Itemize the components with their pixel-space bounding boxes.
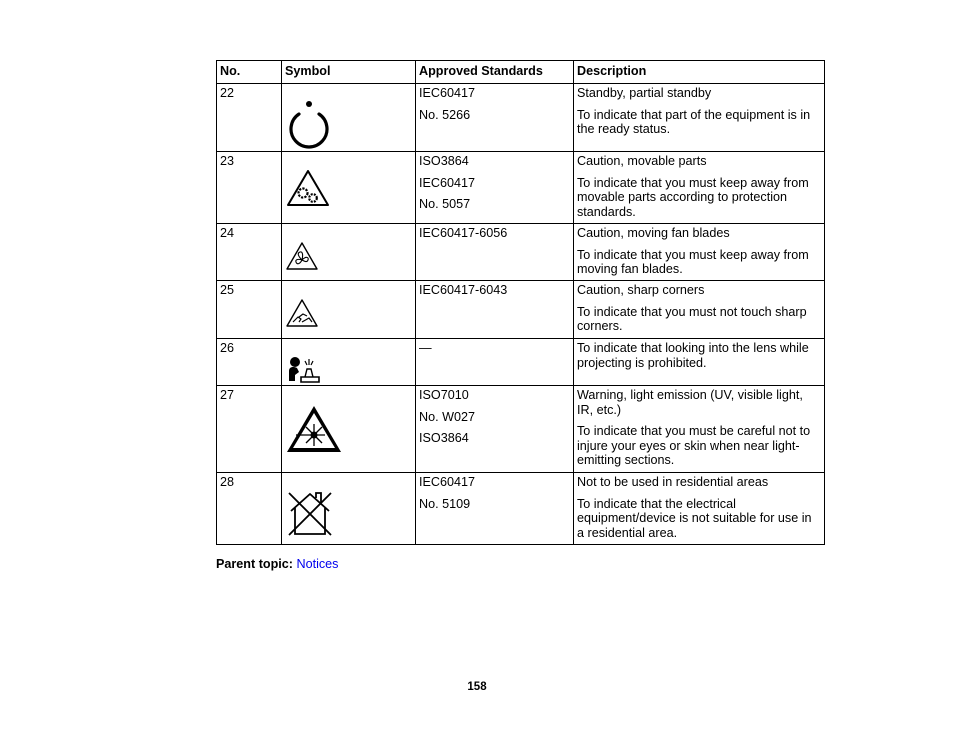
description-cell: [574, 386, 825, 473]
row-number: 26: [217, 339, 282, 386]
table-row: [217, 473, 825, 545]
standards-cell: [416, 386, 574, 473]
symbols-table: [216, 60, 825, 545]
caution-fan-blades-icon: [285, 241, 319, 271]
standard-code: No. 5057: [419, 197, 471, 211]
standard-code: IEC60417-6056: [419, 226, 508, 240]
description-text: To indicate that looking into the lens while projecting is prohibited.: [577, 341, 809, 370]
description-title: Caution, moving fan blades: [577, 226, 730, 240]
standard-code: IEC60417: [419, 175, 476, 190]
standard-code: ISO3864: [419, 154, 469, 168]
standard-code: —: [419, 341, 432, 355]
description-text: To indicate that you must be careful not to injure your eyes or skin when near light-emitting sections.: [577, 424, 811, 467]
header-no: No.: [217, 61, 282, 84]
description-cell: [574, 281, 825, 339]
row-number: 23: [217, 152, 282, 224]
standards-cell: [416, 152, 574, 224]
standard-code: IEC60417: [419, 86, 476, 100]
symbol-cell: [282, 152, 416, 224]
standards-cell: [416, 339, 574, 386]
standards-cell: [416, 84, 574, 152]
description-text: To indicate that you must not touch sharp corners.: [577, 304, 807, 333]
row-number: 22: [217, 84, 282, 152]
description-title: Not to be used in residential areas: [577, 475, 769, 489]
laser-light-warning-icon: [285, 404, 343, 454]
description-text: To indicate that part of the equipment is in the ready status.: [577, 107, 811, 136]
description-text: To indicate that you must keep away from movable parts according to protection standards.: [577, 175, 809, 219]
row-number: 28: [217, 473, 282, 545]
row-number: 27: [217, 386, 282, 473]
standards-cell: [416, 473, 574, 545]
header-approved-standards: Approved Standards: [416, 61, 574, 84]
symbol-cell: [282, 473, 416, 545]
table-row: [217, 386, 825, 473]
standards-cell: [416, 224, 574, 281]
table-header-row: [217, 61, 825, 84]
symbol-cell: [282, 386, 416, 473]
description-text: To indicate that you must keep away from moving fan blades.: [577, 247, 809, 276]
symbol-cell: [282, 339, 416, 386]
header-description: Description: [574, 61, 825, 84]
standard-code: No. W027: [419, 409, 475, 424]
description-cell: [574, 224, 825, 281]
caution-movable-parts-icon: [285, 168, 331, 208]
symbol-cell: [282, 281, 416, 339]
do-not-look-into-lens-icon: [285, 355, 321, 383]
standard-code: No. 5109: [419, 496, 471, 511]
parent-topic-label: Parent topic:: [216, 557, 293, 571]
not-for-residential-use-icon: [285, 489, 335, 537]
description-cell: [574, 152, 825, 224]
standard-code: IEC60417-6043: [419, 283, 508, 297]
table-row: [217, 152, 825, 224]
standby-power-icon: [285, 100, 333, 150]
description-cell: [574, 84, 825, 152]
row-number: 24: [217, 224, 282, 281]
table-row: [217, 339, 825, 386]
standard-code: ISO7010: [419, 388, 469, 402]
standard-code: ISO3864: [419, 431, 469, 445]
table-row: [217, 224, 825, 281]
symbol-cell: [282, 224, 416, 281]
standard-code: No. 5266: [419, 107, 471, 122]
header-symbol: Symbol: [282, 61, 416, 84]
description-text: To indicate that the electrical equipment/device is not suitable for use in a residential area.: [577, 496, 812, 540]
description-cell: [574, 473, 825, 545]
description-title: Caution, sharp corners: [577, 283, 705, 297]
standard-code: IEC60417: [419, 475, 476, 489]
standards-cell: [416, 281, 574, 339]
table-row: [217, 281, 825, 339]
description-title: Standby, partial standby: [577, 86, 712, 100]
row-number: 25: [217, 281, 282, 339]
parent-topic-link[interactable]: Notices: [296, 557, 339, 571]
description-cell: [574, 339, 825, 386]
symbol-cell: [282, 84, 416, 152]
page-number: 158: [467, 681, 487, 693]
table-row: [217, 84, 825, 152]
description-title: Warning, light emission (UV, visible light, IR, etc.): [577, 388, 803, 417]
description-title: Caution, movable parts: [577, 154, 707, 168]
caution-sharp-corners-icon: [285, 298, 319, 328]
parent-topic: [216, 557, 338, 571]
